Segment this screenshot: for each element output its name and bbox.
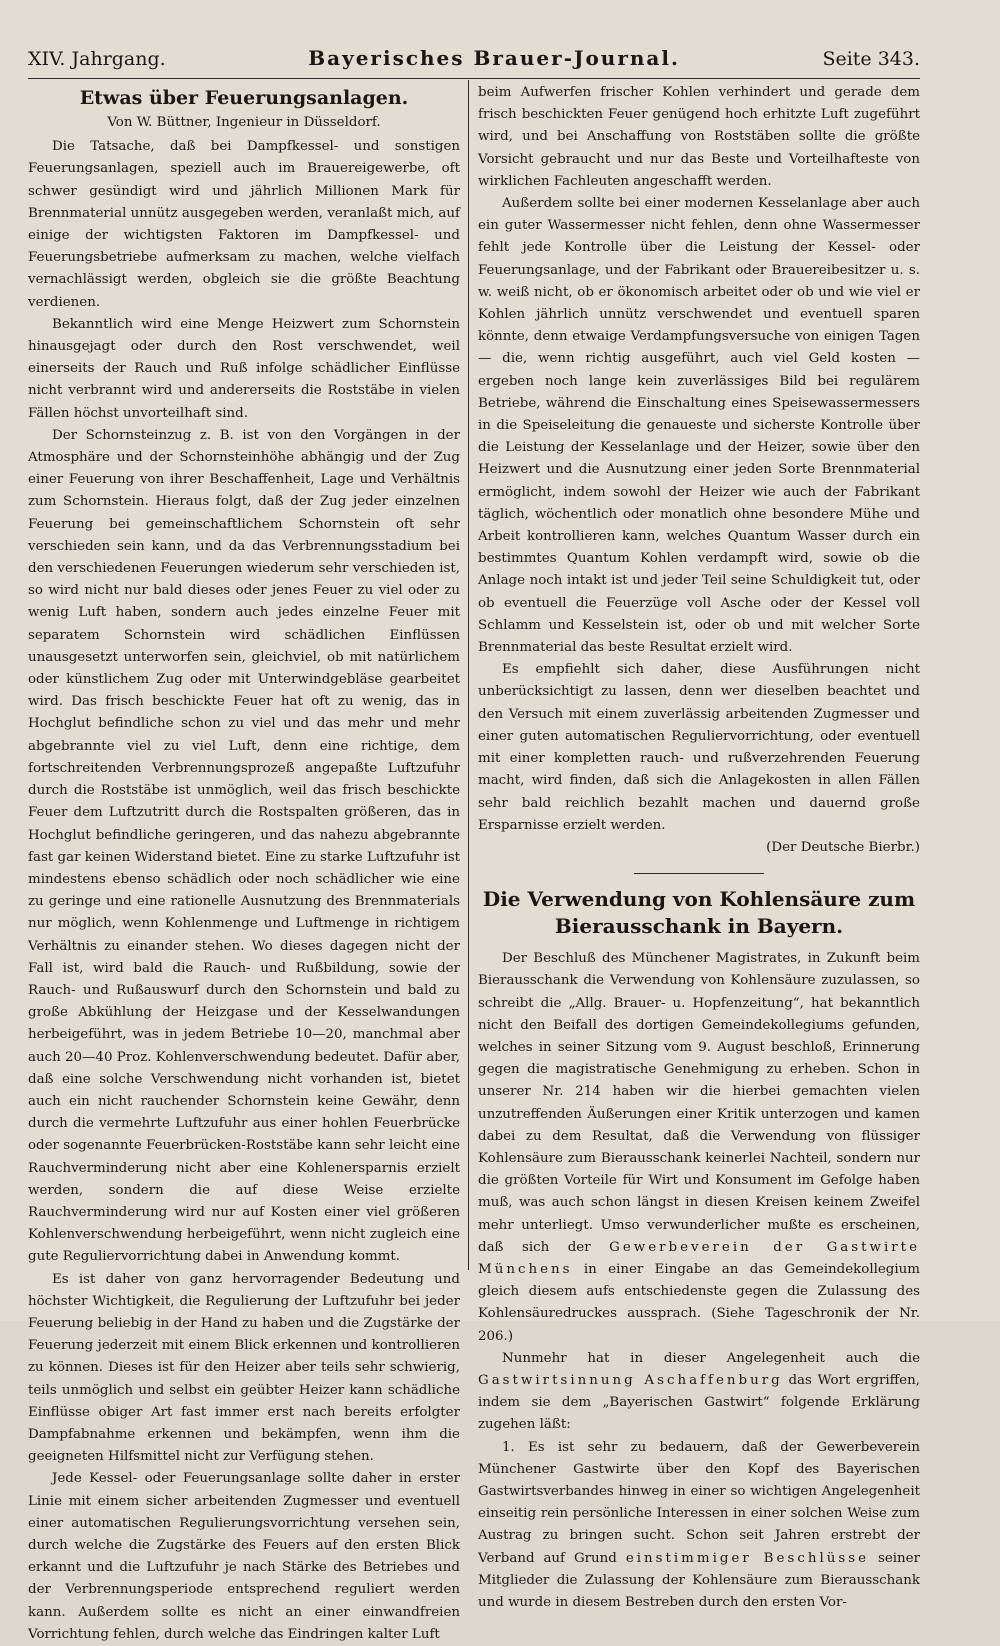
left-column xyxy=(28,82,460,1642)
text-run: seiner Mitglieder die Zulassung der Kohlensäure zum Bierausschank und wurde in diesem Bestreben durch den ersten Vor- xyxy=(478,1550,920,1610)
article1-paragraph: Der Schornsteinzug z. B. ist von den Vorgängen in der Atmosphäre und der Schornsteinhöhe abhängig und der Zug einer Feuerung von ihrer Beschaffenheit, Lage und Verhältnis zum Schornstein. Hieraus folgt, daß der Zug jeder einzelnen Feuerung bei gemeinschaftlichem Schornstein oft sehr verschieden sein kann, und da das Verbrennungsstadium bei den verschiedenen Feuerungen wiederum sehr verschieden ist, so wird nicht nur bald dieses oder jenes Feuer zu viel oder zu wenig Luft haben, sondern auch jedes einzelne Feuer mit separatem Schornstein wird schädlichen Einflüssen unausgesetzt unterworfen sein, gleichviel, ob mit natürlichem oder künstlichem Zug oder mit Unterwindgebläse gearbeitet wird. Das frisch beschickte Feuer hat oft zu wenig, das in Hochglut befindliche schon zu viel und das mehr und mehr abgebrannte viel zu viel Luft, denn eine richtige, dem fortschreitenden Verbrennungsprozeß angepaßte Luftzufuhr durch die Roststäbe ist unmöglich, weil das frisch beschickte Feuer dem Luftzutritt durch die Rostspalten größeren, das in Hochglut befindliche geringeren, und das nahezu abgebrannte fast gar keinen Widerstand bietet. Eine zu starke Luftzufuhr ist mindestens ebenso schädlich oder noch schädlicher wie eine zu geringe und eine rationelle Ausnutzung des Brennmaterials nur möglich, wenn Kohlenmenge und Luftmenge in richtigem Verhältnis zu einander stehen. Wo dieses dagegen nicht der Fall ist, wird bald die Rauch- und Rußbildung, sowie der Rauch- und Rußauswurf durch den Schornstein und bald zu große Abkühlung der Heizgase und der Kesselwandungen herbeigeführt, was in jedem Betriebe 10—20, manchmal aber auch 20—40 Proz. Kohlenverschwendung bedeutet. Dafür aber, daß eine solche Verschwendung nicht vorhanden ist, bietet auch ein nicht rauchender Schornstein keine Gewähr, denn durch die vermehrte Luftzufuhr aus einer hohlen Feuerbrücke oder sogenannte Feuerbrücken-Roststäbe kann sehr leicht eine Rauchverminderung nicht aber eine Kohlenersparnis erzielt werden, sondern die auf diese Weise erzielte Rauchverminderung wird nur auf Kosten einer viel größeren Kohlenverschwendung herbeigeführt, wenn nicht zugleich eine gute Reguliervorrichtung dabei in Anwendung kommt. xyxy=(28,427,460,1265)
article1-source: (Der Deutsche Bierbr.) xyxy=(766,839,920,855)
article1-paragraph: Es ist daher von ganz hervorragender Bedeutung und höchster Wichtigkeit, die Regulierung der Luftzufuhr bei jeder Feuerung beliebig in der Hand zu haben und die Zugstärke der Feuerung jederzeit mit einem Blick erkennen und kontrollieren zu können. Dieses ist für den Heizer aber teils sehr schwierig, teils unmöglich und selbst ein geübter Heizer kann schädliche Einflüsse obiger Art fast immer erst nach bereits erfolgter Dampfabnahme erkennen und bekämpfen, wenn ihm die geeigneten Hilfsmittel nicht zur Verfügung stehen. xyxy=(28,1271,460,1465)
article1-paragraph: Die Tatsache, daß bei Dampfkessel- und sonstigen Feuerungsanlagen, speziell auch im Brauereigewerbe, oft schwer gesündigt wird und jährlich Millionen Mark für Brennmaterial unnütz ausgegeben werden, veranlaßt mich, auf einige der wichtigsten Faktoren im Dampfkessel- und Feuerungsbetriebe aufmerksam zu machen, welche vielfach vernachlässigt werden, obgleich sie die größte Beachtung verdienen. xyxy=(28,139,460,310)
article-separator xyxy=(634,873,764,874)
article1-paragraph: Außerdem sollte bei einer modernen Kesselanlage aber auch ein guter Wassermesser nicht fehlen, denn ohne Wassermesser fehlt jede Kontrolle über die Leistung der Kessel- oder Feuerungsanlage, und der Fabrikant oder Brauereibesitzer u. s. w. weiß nicht, ob er ökonomisch arbeitet oder ob und wie viel er Kohlen jährlich unnütz verschwendet und eventuell sparen könnte, denn etwaige Verdampfungsversuche von einigen Tagen — die, wenn richtig ausgeführt, auch viel Geld kosten — ergeben noch lange kein zuverlässiges Bild bei regulärem Betriebe, während die Einschaltung eines Speisewassermessers in die Speiseleitung die genaueste und sicherste Kontrolle über die Leistung der Kesselanlage und der Heizer, sowie über den Heizwert und die Ausnutzung einer jeden Sorte Brennmaterial ermöglicht, indem sowohl der Heizer wie auch der Fabrikant täglich, wöchentlich oder monatlich ohne besondere Mühe und Arbeit kontrollieren kann, welches Quantum Wasser durch ein bestimmtes Quantum Kohlen verdampft wird, sowie ob die Anlage noch intakt ist und jeder Teil seine Schuldigkeit tut, oder ob eventuell die Feuerzüge voll Asche oder der Kessel voll Schlamm und Kesselstein ist, oder ob und mit welcher Sorte Brennmaterial das beste Resultat erzielt wird. xyxy=(478,196,920,656)
text-run: das Wort ergriffen, indem sie dem „Bayerischen Gastwirt“ folgende Erklärung zugehen läßt: xyxy=(478,1372,920,1433)
article2-title: Die Verwendung von Kohlensäure zum Bierausschank in Bayern. xyxy=(482,887,916,939)
text-run: in einer Eingabe an das Gemeindekollegium gleich diesem aufs entschiedenste gegen die Zulassung des Kohlensäuredruckes aussprach. (Siehe Tageschronik der Nr. 206.) xyxy=(478,1261,920,1344)
article1-paragraph: Jede Kessel- oder Feuerungsanlage sollte daher in erster Linie mit einem sicher arbeitenden Zugmesser und eventuell einer automatischen Regulierungsvorrichtung versehen sein, durch welche die Zugstärke des Feuers auf den ersten Blick erkannt und die Luftzufuhr je nach Stärke des Betriebes und der Verbrennungsperiode entsprechend reguliert werden kann. Außerdem sollte es nicht an einer einwandfreien Vorrichtung fehlen, durch welche das Eindringen kalter Luft xyxy=(28,1471,460,1642)
header-rule xyxy=(28,78,920,79)
page-header xyxy=(28,46,920,76)
article1-byline: Von W. Büttner, Ingenieur in Düsseldorf. xyxy=(107,115,381,130)
article1-title: Etwas über Feuerungsanlagen. xyxy=(79,87,409,109)
article1-paragraph: Es empfiehlt sich daher, diese Ausführungen nicht unberücksichtigt zu lassen, denn wer dieselben beachtet und den Versuch mit einem zuverlässig arbeitenden Zugmesser und einer guten automatischen Reguliervorrichtung, oder eventuell mit einer kompletten rauch- und rußverzehrenden Feuerung macht, wird finden, daß sich die Anlagekosten in allen Fällen sehr bald reichlich bezahlt machen und dauernd große Ersparnisse erzielt werden. xyxy=(478,662,920,833)
spaced-text: Gewerbeverein der Gastwirte Münchens xyxy=(478,1239,920,1277)
text-run: 1. Es ist sehr zu bedauern, daß der Gewerbeverein Münchener Gastwirte über den Kopf des Bayerischen Gastwirtsverbandes hinweg in einer so wichtigen Angelegenheit einseitig rein persönliche Interessen in einer solchen Weise zum Austrag zu bringen sucht. Schon seit Jahren erstrebt der Verband auf Grund xyxy=(478,1439,920,1566)
page-number: Seite 343. xyxy=(822,48,920,70)
journal-title: Bayerisches Brauer-Journal. xyxy=(308,46,680,70)
spaced-text: Gastwirtsinnung Aschaffenburg xyxy=(478,1372,783,1388)
column-divider xyxy=(468,80,469,1270)
article2-paragraph xyxy=(478,948,920,1348)
article1-paragraph: beim Aufwerfen frischer Kohlen verhindert und gerade dem frisch beschickten Feuer genügend hoch erhitzte Luft zugeführt wird, und bei Anschaffung von Roststäben sollte die größte Vorsicht gebraucht und nur das Beste und Vorteilhafteste von wirklichen Fachleuten angeschafft werden. xyxy=(478,85,920,189)
spaced-text: einstimmiger Beschlüsse xyxy=(625,1550,870,1566)
text-run: Nunmehr hat in dieser Angelegenheit auch die xyxy=(502,1350,920,1366)
right-column xyxy=(478,82,920,1610)
volume-label: XIV. Jahrgang. xyxy=(28,48,166,70)
article2-paragraph xyxy=(478,1348,920,1437)
article1-paragraph: Bekanntlich wird eine Menge Heizwert zum Schornstein hinausgejagt oder durch den Rost verschwendet, weil einerseits der Rauch und Ruß infolge schädlicher Einflüsse nicht verbrannt wird und andererseits die Roststäbe in vielen Fällen höchst unvorteilhaft sind. xyxy=(28,316,460,421)
text-run: Der Beschluß des Münchener Magistrates, in Zukunft beim Bierausschank die Verwendung von Kohlensäure zuzulassen, so schreibt die „Allg. Brauer- u. Hopfenzeitung“, hat bekanntlich nicht den Beifall des dortigen Gemeindekollegiums gefunden, welches in seiner Sitzung vom 9. August beschloß, Erinnerung gegen die magistratische Genehmigung zu erheben. Schon in unserer Nr. 214 haben wir die hierbei gemachten vielen unzutreffenden Äußerungen einer Kritik unterzogen und kamen dabei zu dem Resultat, daß die Verwendung von flüssiger Kohlensäure zum Bierausschank keinerlei Nachteil, sondern nur die größten Vorteile für Wirt und Konsument im Gefolge haben muß, was auch schon längst in diesen Kreisen keinem Zweifel mehr unterliegt. Umso verwunderlicher mußte es erscheinen, daß sich der xyxy=(478,951,920,1255)
article2-paragraph xyxy=(478,1437,920,1615)
